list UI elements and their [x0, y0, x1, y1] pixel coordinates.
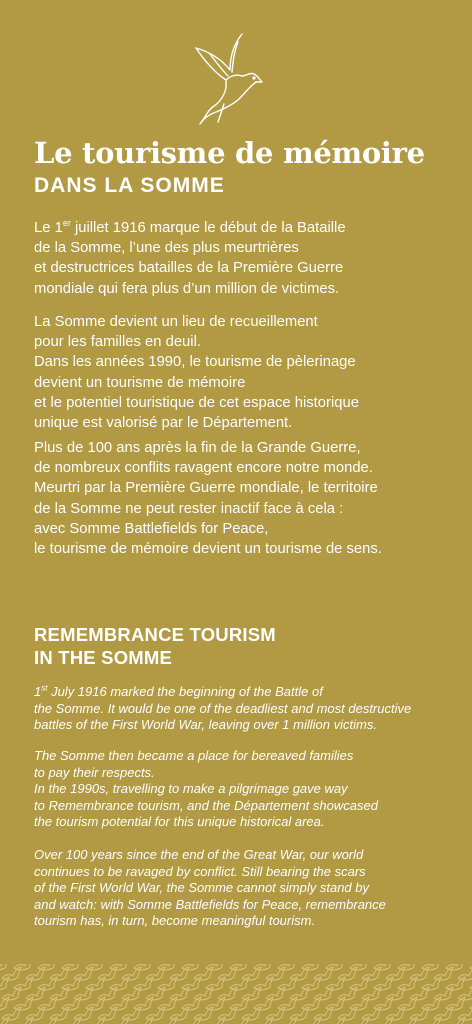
text-line: Dans les années 1990, le tourisme de pèlerinage [34, 354, 356, 371]
french-paragraph-2 [34, 312, 454, 433]
text-line: de la Somme, l’une des plus meurtrières [34, 240, 299, 257]
superscript: st [41, 683, 48, 693]
text-line: In the 1990s, travelling to make a pilgrimage gave way [34, 781, 348, 796]
text-line: July 1916 marked the beginning of the Battle of [47, 684, 323, 699]
text-line: et le potentiel touristique de cet espace historique [34, 394, 359, 411]
text-line: Le 1 [34, 220, 63, 236]
text-line: The Somme then became a place for bereaved families [34, 748, 354, 763]
text-line: de la Somme ne peut rester inactif face à cela : [34, 500, 344, 517]
text-line: Over 100 years since the end of the Great War, our world [34, 847, 364, 862]
text-line: tourism has, in turn, become meaningful tourism. [34, 913, 316, 928]
text-line: mondiale qui fera plus d’un million de victimes. [34, 280, 340, 297]
text-line: de nombreux conflits ravagent encore notre monde. [34, 460, 373, 477]
text-line: avec Somme Battlefields for Peace, [34, 520, 269, 537]
english-paragraph-2 [34, 748, 459, 831]
title-line: IN THE SOMME [34, 646, 173, 668]
text-line: of the First World War, the Somme cannot simply stand by [34, 880, 369, 895]
text-line: pour les familles en deuil. [34, 334, 201, 351]
text-line: le tourisme de mémoire devient un tourisme de sens. [34, 541, 382, 558]
english-paragraph-3 [34, 847, 459, 930]
text-line: Plus de 100 ans après la fin de la Grande Guerre, [34, 440, 361, 456]
text-line: battles of the First World War, leaving over 1 million victims. [34, 717, 377, 732]
text-line: La Somme devient un lieu de recueillement [34, 314, 318, 330]
french-title: Le tourisme de mémoire [34, 136, 425, 170]
english-paragraph-1 [34, 684, 459, 734]
french-paragraph-1 [34, 218, 454, 299]
dove-icon [190, 30, 270, 130]
title-line: REMEMBRANCE TOURISM [34, 624, 276, 645]
text-line: and watch: with Somme Battlefields for Peace, remembrance [34, 896, 386, 912]
french-paragraph-3 [34, 438, 454, 559]
english-title [34, 624, 454, 669]
dove-pattern-footer [0, 964, 472, 1024]
french-subtitle: DANS LA SOMME [34, 174, 225, 197]
text-line: to pay their respects. [34, 764, 155, 780]
text-line: et destructrices batailles de la Première Guerre [34, 260, 344, 277]
text-line: continues to be ravaged by conflict. Still bearing the scars [34, 863, 366, 879]
text-line: Meurtri par la Première Guerre mondiale, le territoire [34, 480, 378, 497]
text-line: the tourism potential for this unique historical area. [34, 814, 325, 829]
text-line: to Remembrance tourism, and the Département showcased [34, 797, 378, 813]
text-line: unique est valorisé par le Département. [34, 415, 293, 432]
superscript: er [62, 218, 71, 229]
text-line: devient un tourisme de mémoire [34, 374, 246, 391]
text-line: 1 [34, 684, 42, 699]
text-line: the Somme. It would be one of the deadliest and most destructive [34, 700, 412, 716]
text-line: juillet 1916 marque le début de la Bataille [70, 220, 346, 236]
